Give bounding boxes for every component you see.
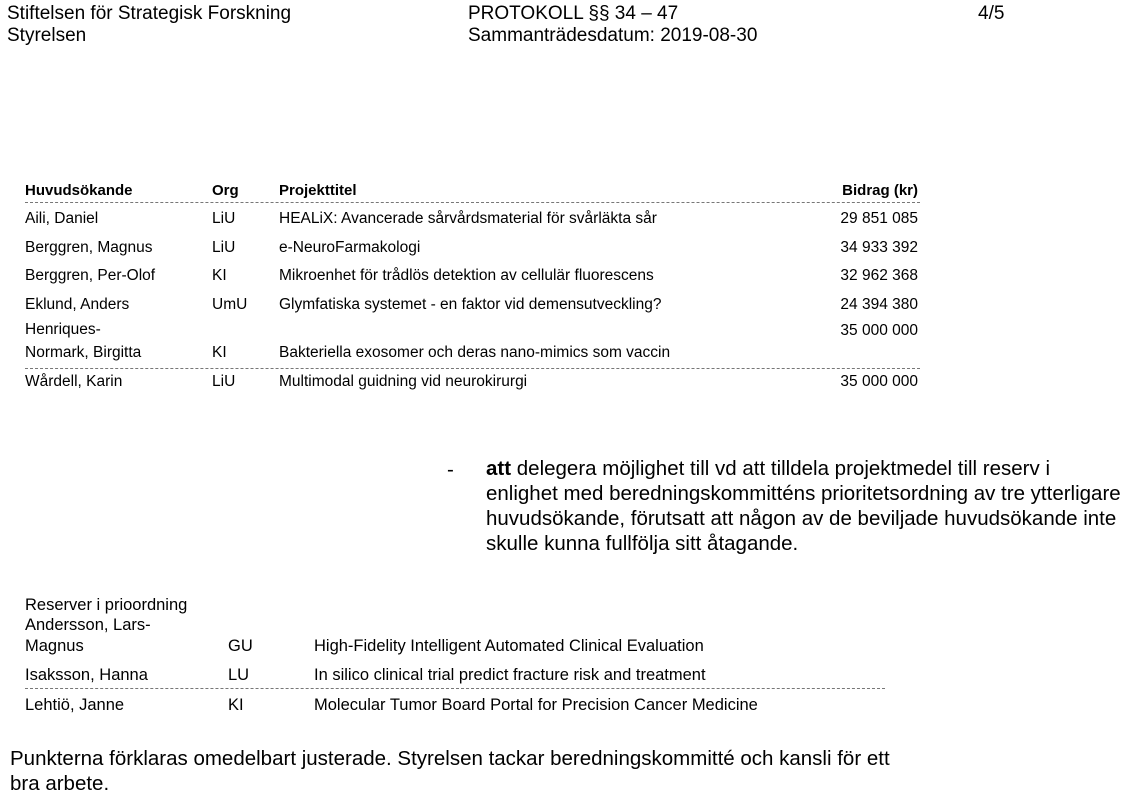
organization-board: Styrelsen bbox=[7, 25, 87, 46]
project-title: Bakteriella exosomer och deras nano-mimics som vaccin bbox=[279, 344, 671, 361]
decision-body: delegera möjlighet till vd att tilldela projektmedel till reserv i enlighet med beredningskommitténs prioritetsordning av tre ytterligare huvudsökande, förutsatt att någon av de beviljade huvudsökande inte skulle kunna fullfölja sitt åtagande. bbox=[486, 457, 1121, 555]
project-title: Mikroenhet för trådlös detektion av cellulär fluorescens bbox=[279, 267, 654, 284]
grant-amount: 35 000 000 bbox=[840, 322, 918, 339]
applicant-name: Aili, Daniel bbox=[25, 210, 99, 227]
project-title: Multimodal guidning vid neurokirurgi bbox=[279, 373, 528, 390]
applicant-name-line1: Henriques- bbox=[25, 321, 101, 338]
decision-bold-word: att bbox=[486, 457, 512, 480]
org-code: KI bbox=[212, 344, 227, 361]
grant-amount: 24 394 380 bbox=[840, 296, 918, 313]
applicant-name: Isaksson, Hanna bbox=[25, 666, 148, 684]
organization-name: Stiftelsen för Strategisk Forskning bbox=[7, 3, 292, 24]
closing-paragraph: Punkterna förklaras omedelbart justerade. Styrelsen tackar beredningskommitté och kansli för ett bra arbete. bbox=[10, 747, 890, 795]
applicant-name: Eklund, Anders bbox=[25, 296, 130, 313]
org-code: LiU bbox=[212, 373, 236, 390]
project-title: High-Fidelity Intelligent Automated Clinical Evaluation bbox=[314, 637, 704, 655]
grant-amount: 32 962 368 bbox=[840, 267, 918, 284]
applicant-name: Wårdell, Karin bbox=[25, 373, 123, 390]
decision-text bbox=[486, 456, 1126, 556]
project-title: In silico clinical trial predict fracture risk and treatment bbox=[314, 666, 706, 684]
grant-amount: 35 000 000 bbox=[840, 373, 918, 390]
org-code: LiU bbox=[212, 239, 236, 256]
project-title: Molecular Tumor Board Portal for Precision Cancer Medicine bbox=[314, 696, 758, 714]
org-code: LiU bbox=[212, 210, 236, 227]
protocol-title: PROTOKOLL §§ 34 – 47 bbox=[468, 3, 679, 24]
meeting-date: Sammanträdesdatum: 2019-08-30 bbox=[468, 25, 758, 46]
applicant-name: Berggren, Magnus bbox=[25, 239, 153, 256]
page-number: 4/5 bbox=[978, 3, 1005, 24]
grant-amount: 34 933 392 bbox=[840, 239, 918, 256]
header-amount: Bidrag (kr) bbox=[842, 182, 918, 199]
org-code: KI bbox=[228, 696, 244, 714]
applicant-name-line1: Andersson, Lars- bbox=[25, 616, 151, 634]
row-divider bbox=[25, 368, 920, 369]
row-divider bbox=[25, 202, 920, 203]
header-applicant: Huvudsökande bbox=[25, 182, 133, 199]
org-code: KI bbox=[212, 267, 227, 284]
grant-amount: 29 851 085 bbox=[840, 210, 918, 227]
bullet-dash: - bbox=[447, 458, 454, 481]
project-title: HEALiX: Avancerade sårvårdsmaterial för svårläkta sår bbox=[279, 210, 657, 227]
row-divider bbox=[25, 688, 885, 689]
org-code: UmU bbox=[212, 296, 248, 313]
applicant-name: Lehtiö, Janne bbox=[25, 696, 125, 714]
project-title: Glymfatiska systemet - en faktor vid demensutveckling? bbox=[279, 296, 662, 313]
header-title: Projekttitel bbox=[279, 182, 357, 199]
applicant-name: Berggren, Per-Olof bbox=[25, 267, 156, 284]
org-code: LU bbox=[228, 666, 250, 684]
applicant-name-line2: Normark, Birgitta bbox=[25, 344, 142, 361]
reserves-heading: Reserver i prioordning bbox=[25, 596, 188, 614]
project-title: e-NeuroFarmakologi bbox=[279, 239, 421, 256]
applicant-name-line2: Magnus bbox=[25, 637, 84, 655]
org-code: GU bbox=[228, 637, 253, 655]
header-org: Org bbox=[212, 182, 239, 199]
